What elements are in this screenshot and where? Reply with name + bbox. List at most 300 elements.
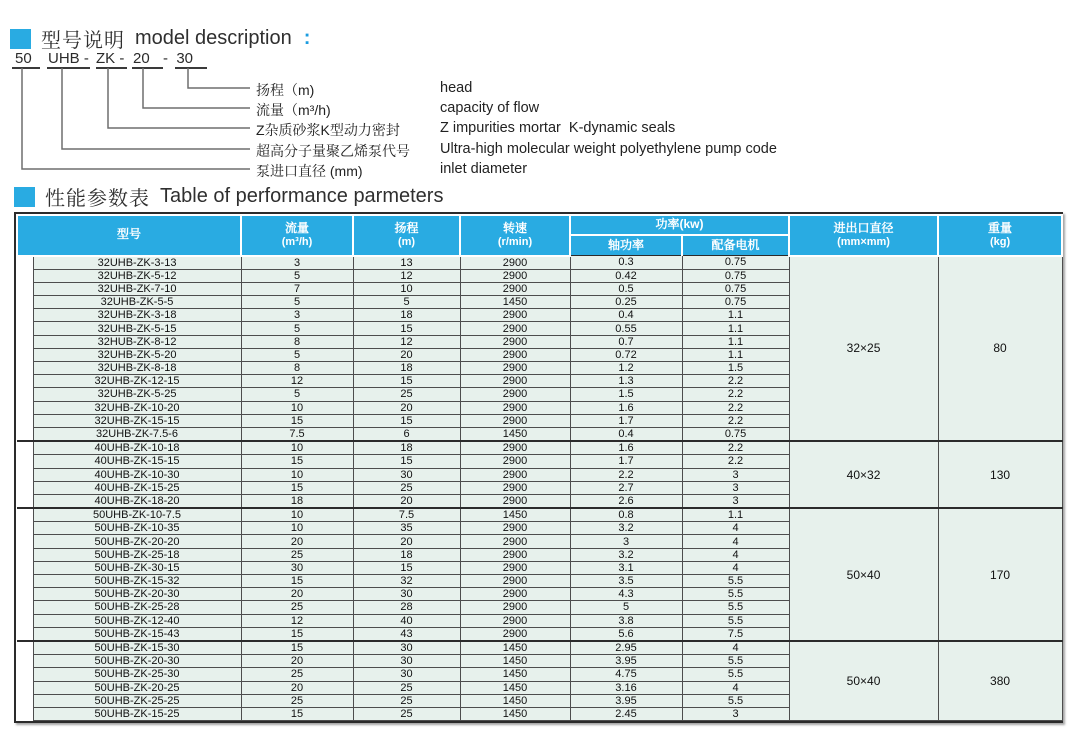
- gutter-cell: [17, 335, 33, 348]
- motor-power-cell: 5.5: [682, 575, 789, 588]
- model-cell: 32UHB-ZK-15-15: [33, 414, 241, 427]
- col-header-speed-zh: 转速: [503, 221, 528, 236]
- head-cell: 6: [353, 427, 460, 441]
- flow-cell: 25: [241, 668, 353, 681]
- shaft-power-cell: 0.55: [570, 322, 682, 335]
- flow-cell: 10: [241, 468, 353, 481]
- head-cell: 43: [353, 627, 460, 641]
- gutter-cell: [17, 681, 33, 694]
- shaft-power-cell: 0.4: [570, 309, 682, 322]
- heading-colon: :: [303, 27, 311, 49]
- gutter-cell: [17, 641, 33, 655]
- head-cell: 25: [353, 681, 460, 694]
- motor-power-cell: 0.75: [682, 269, 789, 282]
- model-cell: 40UHB-ZK-18-20: [33, 494, 241, 508]
- flow-cell: 15: [241, 455, 353, 468]
- table-row: [17, 508, 1062, 522]
- weight-cell: 170: [938, 508, 1062, 641]
- heading-zh: 型号说明: [41, 30, 125, 52]
- model-cell: 50UHB-ZK-25-28: [33, 601, 241, 614]
- speed-cell: 2900: [460, 627, 570, 641]
- motor-power-cell: 4: [682, 535, 789, 548]
- head-cell: 30: [353, 588, 460, 601]
- port-size-cell: 50×40: [789, 641, 938, 721]
- shaft-power-cell: 5.6: [570, 627, 682, 641]
- flow-cell: 25: [241, 694, 353, 707]
- speed-cell: 2900: [460, 309, 570, 322]
- model-cell: 32UHB-ZK-3-18: [33, 309, 241, 322]
- head-cell: 30: [353, 655, 460, 668]
- motor-power-cell: 3: [682, 707, 789, 720]
- speed-cell: 2900: [460, 335, 570, 348]
- motor-power-cell: 7.5: [682, 627, 789, 641]
- motor-power-cell: 4: [682, 548, 789, 561]
- shaft-power-cell: 0.8: [570, 508, 682, 522]
- motor-power-cell: 3: [682, 468, 789, 481]
- speed-cell: 2900: [460, 282, 570, 295]
- flow-cell: 15: [241, 707, 353, 720]
- gutter-cell: [17, 561, 33, 574]
- col-header-weight-unit: (kg): [989, 235, 1011, 248]
- model-cell: 32HUB-ZK-8-12: [33, 335, 241, 348]
- flow-cell: 15: [241, 627, 353, 641]
- speed-cell: 2900: [460, 614, 570, 627]
- col-header-speed-unit: (r/min): [497, 235, 533, 248]
- code-segment-head: - 30: [163, 50, 194, 67]
- label-seal-en: Z impurities mortar K-dynamic seals: [440, 120, 676, 136]
- motor-power-cell: 1.1: [682, 309, 789, 322]
- label-inlet-zh: 泵进口直径 (mm): [256, 163, 363, 179]
- code-segment-inlet: 50: [15, 50, 32, 67]
- motor-power-cell: 4: [682, 522, 789, 535]
- label-inlet-en: inlet diameter: [440, 161, 528, 177]
- shaft-power-cell: 0.5: [570, 282, 682, 295]
- motor-power-cell: 4: [682, 681, 789, 694]
- shaft-power-cell: 3.1: [570, 561, 682, 574]
- model-cell: 50UHB-ZK-20-25: [33, 681, 241, 694]
- shaft-power-cell: 3.5: [570, 575, 682, 588]
- flow-cell: 5: [241, 296, 353, 309]
- cyan-square-bullet-icon: [10, 29, 31, 49]
- flow-cell: 30: [241, 561, 353, 574]
- shaft-power-cell: 3.2: [570, 522, 682, 535]
- shaft-power-cell: 3.16: [570, 681, 682, 694]
- label-flow-en: capacity of flow: [440, 100, 540, 116]
- shaft-power-cell: 5: [570, 601, 682, 614]
- gutter-cell: [17, 375, 33, 388]
- head-cell: 30: [353, 468, 460, 481]
- label-head-zh: 扬程（m): [256, 82, 315, 98]
- head-cell: 20: [353, 535, 460, 548]
- shaft-power-cell: 1.6: [570, 401, 682, 414]
- label-seal-zh: Z杂质砂浆K型动力密封: [256, 122, 400, 138]
- model-description-heading: [10, 24, 310, 53]
- motor-power-cell: 2.2: [682, 401, 789, 414]
- speed-cell: 2900: [460, 535, 570, 548]
- gutter-cell: [17, 455, 33, 468]
- table-row: [17, 441, 1062, 455]
- gutter-cell: [17, 296, 33, 309]
- model-cell: 32UHB-ZK-7.5-6: [33, 427, 241, 441]
- speed-cell: 2900: [460, 522, 570, 535]
- shaft-power-cell: 0.42: [570, 269, 682, 282]
- motor-power-cell: 1.1: [682, 508, 789, 522]
- speed-cell: 2900: [460, 468, 570, 481]
- head-cell: 10: [353, 282, 460, 295]
- gutter-cell: [17, 362, 33, 375]
- speed-cell: 2900: [460, 269, 570, 282]
- gutter-cell: [17, 269, 33, 282]
- model-cell: 32UHB-ZK-5-12: [33, 269, 241, 282]
- speed-cell: 2900: [460, 455, 570, 468]
- col-header-flow-zh: 流量: [285, 221, 310, 236]
- gutter-cell: [17, 401, 33, 414]
- code-segment-series: UHB -: [48, 50, 89, 67]
- model-cell: 50UHB-ZK-15-25: [33, 707, 241, 720]
- model-cell: 50UHB-ZK-30-15: [33, 561, 241, 574]
- flow-cell: 5: [241, 348, 353, 361]
- shaft-power-cell: 0.3: [570, 256, 682, 270]
- model-cell: 32UHB-ZK-5-20: [33, 348, 241, 361]
- flow-cell: 18: [241, 494, 353, 508]
- head-cell: 15: [353, 414, 460, 427]
- speed-cell: 2900: [460, 322, 570, 335]
- flow-cell: 5: [241, 388, 353, 401]
- speed-cell: 2900: [460, 588, 570, 601]
- motor-power-cell: 5.5: [682, 614, 789, 627]
- shaft-power-cell: 2.45: [570, 707, 682, 720]
- model-cell: 32UHB-ZK-12-15: [33, 375, 241, 388]
- head-cell: 5: [353, 296, 460, 309]
- speed-cell: 1450: [460, 694, 570, 707]
- shaft-power-cell: 1.7: [570, 455, 682, 468]
- flow-cell: 5: [241, 269, 353, 282]
- model-cell: 32UHB-ZK-3-13: [33, 256, 241, 270]
- flow-cell: 12: [241, 614, 353, 627]
- motor-power-cell: 5.5: [682, 668, 789, 681]
- col-header-head-unit: (m): [397, 235, 416, 248]
- head-cell: 12: [353, 269, 460, 282]
- motor-power-cell: 2.2: [682, 441, 789, 455]
- shaft-power-cell: 3.8: [570, 614, 682, 627]
- model-cell: 50UHB-ZK-20-30: [33, 655, 241, 668]
- heading-en: Table of performance parmeters: [160, 185, 444, 207]
- gutter-cell: [17, 309, 33, 322]
- table-row: [17, 256, 1062, 270]
- shaft-power-cell: 3.95: [570, 655, 682, 668]
- head-cell: 25: [353, 707, 460, 720]
- gutter-cell: [17, 668, 33, 681]
- head-cell: 18: [353, 362, 460, 375]
- head-cell: 30: [353, 668, 460, 681]
- model-cell: 32UHB-ZK-5-15: [33, 322, 241, 335]
- speed-cell: 2900: [460, 481, 570, 494]
- gutter-cell: [17, 655, 33, 668]
- motor-power-cell: 0.75: [682, 256, 789, 270]
- flow-cell: 20: [241, 655, 353, 668]
- model-cell: 50UHB-ZK-25-18: [33, 548, 241, 561]
- gutter-cell: [17, 694, 33, 707]
- model-cell: 40UHB-ZK-15-25: [33, 481, 241, 494]
- label-series-en: Ultra-high molecular weight polyethylene pump code: [440, 141, 777, 157]
- port-size-cell: 50×40: [789, 508, 938, 641]
- flow-cell: 20: [241, 588, 353, 601]
- head-cell: 18: [353, 309, 460, 322]
- flow-cell: 12: [241, 375, 353, 388]
- weight-cell: 130: [938, 441, 1062, 508]
- gutter-cell: [17, 322, 33, 335]
- table-row: [17, 641, 1062, 655]
- head-cell: 18: [353, 548, 460, 561]
- head-cell: 32: [353, 575, 460, 588]
- head-cell: 18: [353, 441, 460, 455]
- flow-cell: 5: [241, 322, 353, 335]
- gutter-cell: [17, 481, 33, 494]
- motor-power-cell: 4: [682, 561, 789, 574]
- shaft-power-cell: 0.7: [570, 335, 682, 348]
- speed-cell: 1450: [460, 681, 570, 694]
- motor-power-cell: 4: [682, 641, 789, 655]
- speed-cell: 1450: [460, 641, 570, 655]
- shaft-power-cell: 4.3: [570, 588, 682, 601]
- model-cell: 50UHB-ZK-15-30: [33, 641, 241, 655]
- motor-power-cell: 1.5: [682, 362, 789, 375]
- gutter-cell: [17, 468, 33, 481]
- gutter-cell: [17, 427, 33, 441]
- gutter-cell: [17, 535, 33, 548]
- shaft-power-cell: 2.2: [570, 468, 682, 481]
- model-cell: 40UHB-ZK-15-15: [33, 455, 241, 468]
- speed-cell: 2900: [460, 441, 570, 455]
- gutter-cell: [17, 508, 33, 522]
- label-flow-zh: 流量（m³/h): [256, 102, 331, 118]
- head-cell: 35: [353, 522, 460, 535]
- shaft-power-cell: 0.72: [570, 348, 682, 361]
- speed-cell: 1450: [460, 668, 570, 681]
- shaft-power-cell: 2.95: [570, 641, 682, 655]
- flow-cell: 15: [241, 414, 353, 427]
- col-header-motor-power: 配备电机: [682, 235, 789, 256]
- flow-cell: 15: [241, 481, 353, 494]
- col-header-flow-unit: (m³/h): [281, 235, 313, 248]
- shaft-power-cell: 1.6: [570, 441, 682, 455]
- model-cell: 32UHB-ZK-8-18: [33, 362, 241, 375]
- motor-power-cell: 5.5: [682, 694, 789, 707]
- gutter-cell: [17, 522, 33, 535]
- motor-power-cell: 1.1: [682, 348, 789, 361]
- gutter-cell: [17, 282, 33, 295]
- model-cell: 50UHB-ZK-15-43: [33, 627, 241, 641]
- col-header-power-group: 功率(kw): [570, 215, 789, 235]
- speed-cell: 2900: [460, 362, 570, 375]
- shaft-power-cell: 0.4: [570, 427, 682, 441]
- motor-power-cell: 0.75: [682, 282, 789, 295]
- col-header-shaft-power: 轴功率: [570, 235, 682, 256]
- head-cell: 20: [353, 348, 460, 361]
- col-header-head: [353, 215, 460, 256]
- gutter-cell: [17, 256, 33, 270]
- model-cell: 40UHB-ZK-10-30: [33, 468, 241, 481]
- speed-cell: 1450: [460, 427, 570, 441]
- col-header-flow: [241, 215, 353, 256]
- head-cell: 28: [353, 601, 460, 614]
- code-segment-seal: ZK -: [96, 50, 125, 67]
- model-cell: 50UHB-ZK-20-30: [33, 588, 241, 601]
- flow-cell: 7.5: [241, 427, 353, 441]
- flow-cell: 8: [241, 362, 353, 375]
- label-head-en: head: [440, 80, 473, 96]
- shaft-power-cell: 4.75: [570, 668, 682, 681]
- model-cell: 32UHB-ZK-10-20: [33, 401, 241, 414]
- port-size-cell: 40×32: [789, 441, 938, 508]
- gutter-cell: [17, 548, 33, 561]
- model-cell: 32UHB-ZK-5-25: [33, 388, 241, 401]
- speed-cell: 1450: [460, 655, 570, 668]
- model-cell: 32UHB-ZK-7-10: [33, 282, 241, 295]
- model-cell: 32UHB-ZK-5-5: [33, 296, 241, 309]
- speed-cell: 1450: [460, 296, 570, 309]
- speed-cell: 2900: [460, 548, 570, 561]
- col-header-speed: [460, 215, 570, 256]
- weight-cell: 380: [938, 641, 1062, 721]
- performance-table-body: [17, 256, 1062, 721]
- speed-cell: 2900: [460, 494, 570, 508]
- gutter-cell: [17, 707, 33, 720]
- flow-cell: 3: [241, 309, 353, 322]
- col-header-weight-zh: 重量: [988, 221, 1013, 236]
- head-cell: 30: [353, 641, 460, 655]
- speed-cell: 2900: [460, 388, 570, 401]
- head-cell: 25: [353, 694, 460, 707]
- heading-en: model description: [135, 27, 292, 49]
- gutter-cell: [17, 601, 33, 614]
- head-cell: 15: [353, 322, 460, 335]
- motor-power-cell: 0.75: [682, 296, 789, 309]
- weight-cell: 80: [938, 256, 1062, 442]
- model-cell: 40UHB-ZK-10-18: [33, 441, 241, 455]
- gutter-cell: [17, 388, 33, 401]
- model-cell: 50UHB-ZK-25-25: [33, 694, 241, 707]
- label-series-zh: 超高分子量聚乙烯泵代号: [256, 143, 410, 159]
- flow-cell: 10: [241, 522, 353, 535]
- head-cell: 40: [353, 614, 460, 627]
- shaft-power-cell: 1.2: [570, 362, 682, 375]
- flow-cell: 8: [241, 335, 353, 348]
- speed-cell: 2900: [460, 348, 570, 361]
- shaft-power-cell: 3: [570, 535, 682, 548]
- flow-cell: 15: [241, 641, 353, 655]
- shaft-power-cell: 1.3: [570, 375, 682, 388]
- head-cell: 7.5: [353, 508, 460, 522]
- col-header-size-unit: (mm×mm): [837, 235, 890, 248]
- model-cell: 50UHB-ZK-12-40: [33, 614, 241, 627]
- speed-cell: 2900: [460, 575, 570, 588]
- gutter-cell: [17, 614, 33, 627]
- head-cell: 15: [353, 561, 460, 574]
- shaft-power-cell: 3.95: [570, 694, 682, 707]
- shaft-power-cell: 2.6: [570, 494, 682, 508]
- col-header-model: 型号: [17, 215, 241, 256]
- cyan-square-bullet-icon: [14, 187, 35, 207]
- gutter-cell: [17, 575, 33, 588]
- head-cell: 25: [353, 481, 460, 494]
- gutter-cell: [17, 414, 33, 427]
- model-cell: 50UHB-ZK-15-32: [33, 575, 241, 588]
- flow-cell: 20: [241, 681, 353, 694]
- gutter-cell: [17, 441, 33, 455]
- col-header-port-size: [789, 215, 938, 256]
- speed-cell: 2900: [460, 414, 570, 427]
- model-cell: 50UHB-ZK-10-7.5: [33, 508, 241, 522]
- shaft-power-cell: 1.7: [570, 414, 682, 427]
- speed-cell: 1450: [460, 707, 570, 720]
- speed-cell: 1450: [460, 508, 570, 522]
- flow-cell: 25: [241, 548, 353, 561]
- motor-power-cell: 5.5: [682, 655, 789, 668]
- flow-cell: 10: [241, 401, 353, 414]
- gutter-cell: [17, 588, 33, 601]
- model-cell: 50UHB-ZK-25-30: [33, 668, 241, 681]
- port-size-cell: 32×25: [789, 256, 938, 442]
- code-segment-flow: 20: [133, 50, 150, 67]
- speed-cell: 2900: [460, 256, 570, 270]
- flow-cell: 25: [241, 601, 353, 614]
- speed-cell: 2900: [460, 601, 570, 614]
- flow-cell: 7: [241, 282, 353, 295]
- motor-power-cell: 1.1: [682, 322, 789, 335]
- head-cell: 15: [353, 455, 460, 468]
- speed-cell: 2900: [460, 561, 570, 574]
- motor-power-cell: 5.5: [682, 588, 789, 601]
- performance-table: [14, 212, 1063, 723]
- head-cell: 25: [353, 388, 460, 401]
- motor-power-cell: 2.2: [682, 388, 789, 401]
- shaft-power-cell: 1.5: [570, 388, 682, 401]
- model-cell: 50UHB-ZK-10-35: [33, 522, 241, 535]
- col-header-weight: [938, 215, 1062, 256]
- flow-cell: 15: [241, 575, 353, 588]
- model-cell: 50UHB-ZK-20-20: [33, 535, 241, 548]
- col-header-size-zh: 进出口直径: [833, 221, 894, 236]
- head-cell: 20: [353, 494, 460, 508]
- shaft-power-cell: 3.2: [570, 548, 682, 561]
- shaft-power-cell: 0.25: [570, 296, 682, 309]
- speed-cell: 2900: [460, 375, 570, 388]
- flow-cell: 3: [241, 256, 353, 270]
- flow-cell: 20: [241, 535, 353, 548]
- head-cell: 13: [353, 256, 460, 270]
- performance-table-heading: [14, 182, 443, 211]
- head-cell: 12: [353, 335, 460, 348]
- motor-power-cell: 2.2: [682, 375, 789, 388]
- head-cell: 15: [353, 375, 460, 388]
- gutter-cell: [17, 627, 33, 641]
- shaft-power-cell: 2.7: [570, 481, 682, 494]
- gutter-cell: [17, 494, 33, 508]
- motor-power-cell: 3: [682, 494, 789, 508]
- flow-cell: 10: [241, 441, 353, 455]
- head-cell: 20: [353, 401, 460, 414]
- heading-zh: 性能参数表: [45, 188, 150, 210]
- motor-power-cell: 5.5: [682, 601, 789, 614]
- flow-cell: 10: [241, 508, 353, 522]
- motor-power-cell: 3: [682, 481, 789, 494]
- motor-power-cell: 1.1: [682, 335, 789, 348]
- motor-power-cell: 2.2: [682, 414, 789, 427]
- speed-cell: 2900: [460, 401, 570, 414]
- motor-power-cell: 0.75: [682, 427, 789, 441]
- col-header-head-zh: 扬程: [394, 221, 419, 236]
